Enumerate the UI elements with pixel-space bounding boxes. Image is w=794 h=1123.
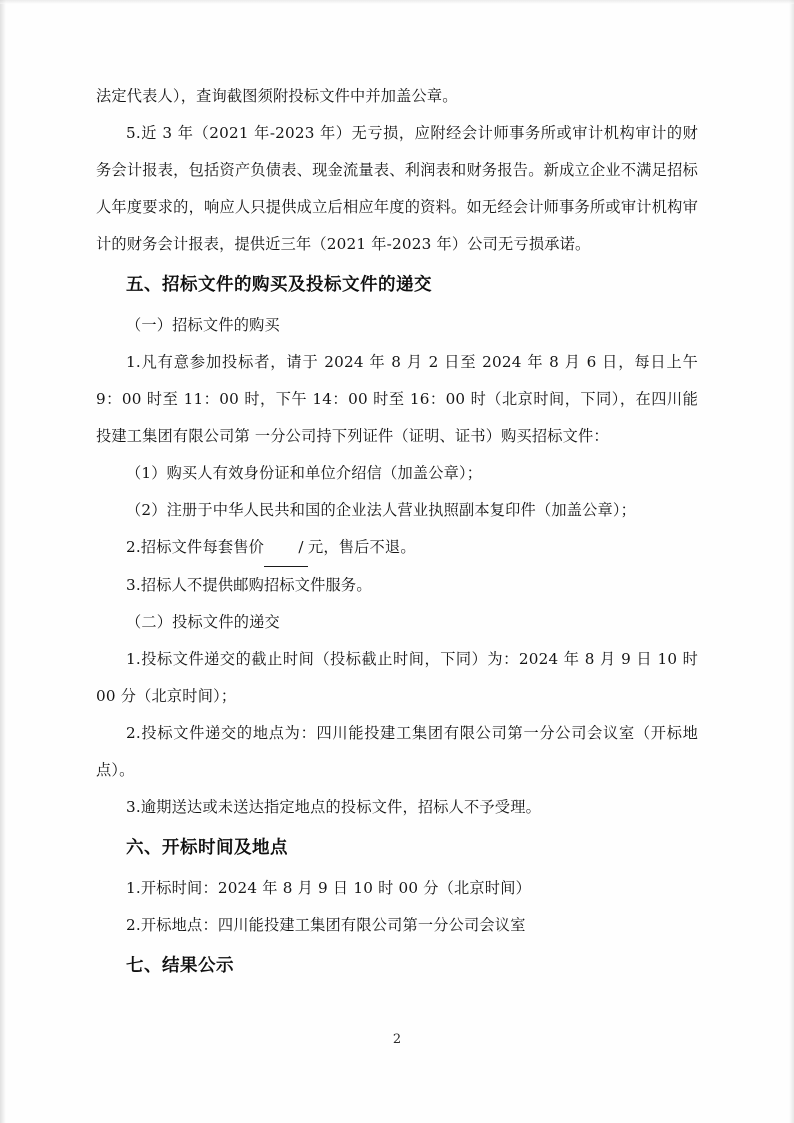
paragraph: 5.近 3 年（2021 年-2023 年）无亏损，应附经会计师事务所或审计机构审计的财务会计报表，包括资产负债表、现金流量表、利润表和财务报告。新成立企业不满足招标人年度要求的，响应人只提供成立后相应年度的资料。如无经会计师事务所或审计机构审计的财务会计报表，提供近三年（2021 年-2023 年）公司无亏损承诺。 <box>96 124 698 253</box>
paragraph-text-before: 2.招标文件每套售价 <box>126 538 264 556</box>
paragraph: 2.投标文件递交的地点为：四川能投建工集团有限公司第一分公司会议室（开标地点）。 <box>96 724 698 779</box>
paragraph: 1.投标文件递交的截止时间（投标截止时间，下同）为：2024 年 8 月 9 日 10 时 00 分（北京时间）； <box>96 650 698 705</box>
page-number: 2 <box>392 1032 402 1047</box>
scan-edge-top <box>0 0 794 4</box>
paragraph-text-after: 元，售后不退。 <box>308 538 416 556</box>
paragraph-with-blank <box>96 529 698 567</box>
fill-in-blank: / <box>264 529 308 567</box>
section-heading-six: 六、开标时间及地点 <box>126 838 288 858</box>
paragraph: 3.招标人不提供邮购招标文件服务。 <box>126 576 372 594</box>
paragraph: 法定代表人），查询截图须附投标文件中并加盖公章。 <box>96 87 458 105</box>
paragraph: （一）招标文件的购买 <box>126 316 280 334</box>
paragraph: 2.开标地点：四川能投建工集团有限公司第一分公司会议室 <box>126 916 526 934</box>
scan-edge-left <box>0 0 6 1123</box>
section-heading-five: 五、招标文件的购买及投标文件的递交 <box>126 275 432 295</box>
paragraph: 1.开标时间：2024 年 8 月 9 日 10 时 00 分（北京时间） <box>126 879 531 897</box>
paragraph: 3.逾期送达或未送达指定地点的投标文件，招标人不予受理。 <box>126 798 541 816</box>
paragraph: （2）注册于中华人民共和国的企业法人营业执照副本复印件（加盖公章）； <box>126 501 637 519</box>
section-heading-seven: 七、结果公示 <box>126 956 234 976</box>
paragraph: （1）购买人有效身份证和单位介绍信（加盖公章）； <box>126 464 483 482</box>
paragraph: 1.凡有意参加投标者，请于 2024 年 8 月 2 日至 2024 年 8 月 6 日，每日上午 9：00 时至 11：00 时，下午 14：00 时至 16：00 时（北京时间，下同），在四川能投建工集团有限公司第 一分公司持下列证件（证明、证书）购买招标文件： <box>96 353 698 445</box>
scan-edge-right <box>789 0 794 1123</box>
paragraph: （二）投标文件的递交 <box>126 613 280 631</box>
document-body <box>96 78 698 988</box>
